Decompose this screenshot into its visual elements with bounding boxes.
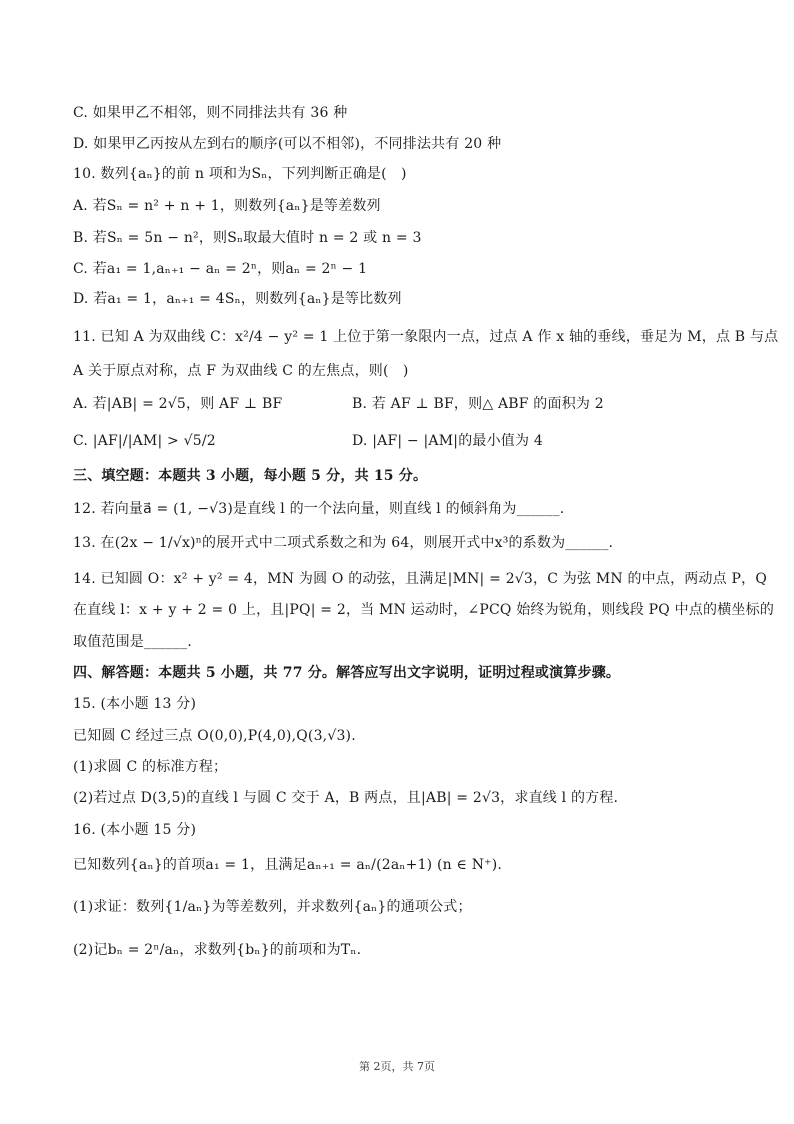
q14-line2: 在直线 l：x + y + 2 = 0 上，且|PQ| = 2，当 MN 运动时，∠PCQ 始终为锐角，则线段 PQ 中点的横坐标的 — [73, 602, 775, 618]
section-4-heading: 四、解答题：本题共 5 小题，共 77 分。解答应写出文字说明，证明过程或演算步骤。 — [73, 665, 621, 681]
page-footer: 第 2页，共 7页 — [359, 1060, 435, 1073]
q10-option-d: D. 若a₁ = 1，aₙ₊₁ = 4Sₙ，则数列{aₙ}是等比数列 — [73, 291, 402, 307]
q11-option-d: D. |AF| − |AM|的最小值为 4 — [352, 433, 543, 449]
q16-header: 16. (本小题 15 分) — [73, 822, 197, 838]
q9-option-d: D. 如果甲乙丙按从左到右的顺序(可以不相邻)，不同排法共有 20 种 — [73, 136, 502, 152]
q16-stem: 已知数列{aₙ}的首项a₁ = 1，且满足aₙ₊₁ = aₙ/(2aₙ+1) (n ∈ N⁺). — [73, 857, 503, 873]
q14-line1: 14. 已知圆 O：x² + y² = 4，MN 为圆 O 的动弦，且满足|MN| = 2√3，C 为弦 MN 的中点，两动点 P，Q — [73, 571, 768, 587]
q11-stem-line1: 11. 已知 A 为双曲线 C：x²/4 − y² = 1 上位于第一象限内一点，过点 A 作 x 轴的垂线，垂足为 M，点 B 与点 — [73, 329, 779, 345]
q10-stem: 10. 数列{aₙ}的前 n 项和为Sₙ，下列判断正确是( ) — [73, 166, 407, 182]
q15-stem: 已知圆 C 经过三点 O(0,0),P(4,0),Q(3,√3). — [73, 728, 356, 744]
q11-option-a: A. 若|AB| = 2√5，则 AF ⊥ BF — [73, 396, 283, 412]
q11-option-b: B. 若 AF ⊥ BF，则△ ABF 的面积为 2 — [352, 396, 604, 412]
q16-part2: (2)记bₙ = 2ⁿ/aₙ，求数列{bₙ}的前项和为Tₙ. — [73, 942, 362, 958]
q16-part1: (1)求证：数列{1/aₙ}为等差数列，并求数列{aₙ}的通项公式； — [73, 899, 472, 915]
section-3-heading: 三、填空题：本题共 3 小题，每小题 5 分，共 15 分。 — [73, 468, 428, 484]
q11-stem-line2: A 关于原点对称，点 F 为双曲线 C 的左焦点，则( ) — [73, 363, 409, 379]
q15-part1: (1)求圆 C 的标准方程； — [73, 759, 228, 775]
q12: 12. 若向量a⃗ = (1, −√3)是直线 l 的一个法向量，则直线 l 的倾斜角为______. — [73, 501, 565, 517]
q9-option-c: C. 如果甲乙不相邻，则不同排法共有 36 种 — [73, 105, 348, 121]
q11-option-c: C. |AF|/|AM| > √5/2 — [73, 433, 216, 449]
q15-header: 15. (本小题 13 分) — [73, 696, 197, 712]
q10-option-b: B. 若Sₙ = 5n − n²，则Sₙ取最大值时 n = 2 或 n = 3 — [73, 230, 422, 246]
q14-line3: 取值范围是______. — [73, 634, 192, 650]
q13: 13. 在(2x − 1/√x)ⁿ的展开式中二项式系数之和为 64，则展开式中x³的系数为______. — [73, 535, 614, 551]
q10-option-c: C. 若a₁ = 1,aₙ₊₁ − aₙ = 2ⁿ，则aₙ = 2ⁿ − 1 — [73, 261, 368, 277]
q15-part2: (2)若过点 D(3,5)的直线 l 与圆 C 交于 A，B 两点，且|AB| = 2√3，求直线 l 的方程. — [73, 790, 619, 806]
q10-option-a: A. 若Sₙ = n² + n + 1，则数列{aₙ}是等差数列 — [73, 198, 381, 214]
